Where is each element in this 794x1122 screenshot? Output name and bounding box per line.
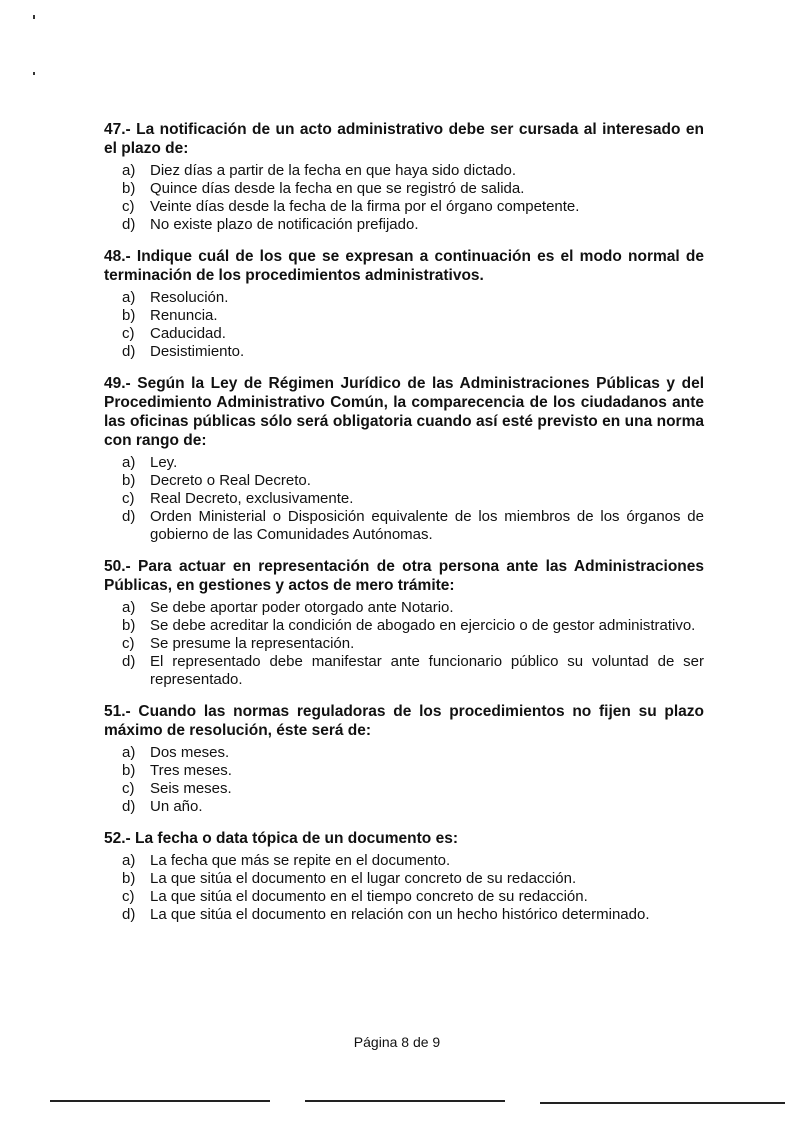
option-letter: b) [122, 870, 136, 887]
option-letter: c) [122, 635, 135, 652]
option-c [122, 490, 704, 508]
option-list [104, 744, 704, 816]
option-list [104, 454, 704, 544]
option-text: Un año. [150, 798, 203, 815]
option-text: Renuncia. [150, 307, 218, 324]
option-text: Diez días a partir de la fecha en que haya sido dictado. [150, 162, 517, 179]
scan-speck [33, 15, 35, 19]
question-52 [104, 829, 704, 924]
option-letter: d) [122, 343, 136, 360]
option-letter: d) [122, 508, 136, 525]
option-list [104, 162, 704, 234]
option-text: No existe plazo de notificación prefijado. [150, 216, 419, 233]
option-text: Quince días desde la fecha en que se registró de salida. [150, 180, 525, 197]
option-b [122, 472, 704, 490]
option-c [122, 888, 704, 906]
option-d [122, 216, 704, 234]
option-c [122, 635, 704, 653]
option-letter: c) [122, 490, 135, 507]
option-text: Orden Ministerial o Disposición equivalente de los miembros de los órganos de gobierno de las Comunidades Autónomas. [150, 508, 704, 543]
option-letter: a) [122, 162, 136, 179]
option-letter: b) [122, 762, 136, 779]
question-51 [104, 702, 704, 816]
option-letter: d) [122, 798, 136, 815]
option-a [122, 454, 704, 472]
option-a [122, 852, 704, 870]
option-text: La fecha que más se repite en el documento. [150, 852, 451, 869]
option-letter: b) [122, 472, 136, 489]
option-a [122, 162, 704, 180]
option-text: La que sitúa el documento en relación con un hecho histórico determinado. [150, 906, 650, 923]
option-a [122, 599, 704, 617]
option-d [122, 343, 704, 361]
question-47 [104, 120, 704, 234]
question-title: 49.- Según la Ley de Régimen Jurídico de las Administraciones Públicas y del Procedimiento Administrativo Común, la comparecencia de los ciudadanos ante las oficinas públicas sólo será obligatoria cuando así esté previsto en una norma con rango de: [104, 375, 704, 449]
option-d [122, 653, 704, 689]
option-text: Ley. [150, 454, 178, 471]
option-d [122, 798, 704, 816]
option-text: Se presume la representación. [150, 635, 355, 652]
option-text: Caducidad. [150, 325, 226, 342]
question-title: 50.- Para actuar en representación de otra persona ante las Administraciones Públicas, en gestiones y actos de mero trámite: [104, 558, 704, 594]
option-letter: a) [122, 454, 136, 471]
option-letter: d) [122, 906, 136, 923]
option-letter: b) [122, 307, 136, 324]
option-letter: c) [122, 198, 135, 215]
option-b [122, 617, 704, 635]
scan-rule [540, 1102, 785, 1104]
option-list [104, 289, 704, 361]
option-a [122, 744, 704, 762]
page-number: Página 8 de 9 [353, 1034, 441, 1050]
option-text: Tres meses. [150, 762, 232, 779]
question-title: 48.- Indique cuál de los que se expresan a continuación es el modo normal de terminación de los procedimientos administrativos. [104, 248, 704, 284]
option-a [122, 289, 704, 307]
option-b [122, 762, 704, 780]
option-d [122, 906, 704, 924]
option-list [104, 599, 704, 689]
option-letter: d) [122, 216, 136, 233]
scan-rule [305, 1100, 505, 1102]
option-letter: d) [122, 653, 136, 670]
option-text: El representado debe manifestar ante funcionario público su voluntad de ser representado. [150, 653, 704, 688]
option-letter: a) [122, 289, 136, 306]
option-b [122, 180, 704, 198]
option-text: Dos meses. [150, 744, 230, 761]
question-50 [104, 557, 704, 689]
question-title: 52.- La fecha o data tópica de un documento es: [104, 830, 458, 847]
option-b [122, 307, 704, 325]
option-c [122, 780, 704, 798]
option-text: Resolución. [150, 289, 229, 306]
option-c [122, 325, 704, 343]
question-list [104, 120, 704, 937]
option-list [104, 852, 704, 924]
option-text: Real Decreto, exclusivamente. [150, 490, 354, 507]
option-text: Decreto o Real Decreto. [150, 472, 311, 489]
scan-rule [50, 1100, 270, 1102]
option-letter: a) [122, 744, 136, 761]
option-d [122, 508, 704, 544]
option-letter: a) [122, 852, 136, 869]
question-title: 51.- Cuando las normas reguladoras de los procedimientos no fijen su plazo máximo de resolución, éste será de: [104, 703, 704, 739]
option-text: La que sitúa el documento en el lugar concreto de su redacción. [150, 870, 577, 887]
question-48 [104, 247, 704, 361]
question-49 [104, 374, 704, 544]
option-text: Se debe aportar poder otorgado ante Notario. [150, 599, 454, 616]
option-b [122, 870, 704, 888]
option-letter: a) [122, 599, 136, 616]
option-text: Veinte días desde la fecha de la firma por el órgano competente. [150, 198, 580, 215]
option-c [122, 198, 704, 216]
option-letter: b) [122, 617, 136, 634]
option-letter: c) [122, 325, 135, 342]
option-letter: c) [122, 780, 135, 797]
option-text: Se debe acreditar la condición de abogado en ejercicio o de gestor administrativo. [150, 617, 696, 634]
scan-speck [33, 72, 35, 75]
option-text: La que sitúa el documento en el tiempo concreto de su redacción. [150, 888, 588, 905]
option-text: Desistimiento. [150, 343, 245, 360]
option-letter: c) [122, 888, 135, 905]
question-title: 47.- La notificación de un acto administrativo debe ser cursada al interesado en el plazo de: [104, 121, 704, 157]
option-letter: b) [122, 180, 136, 197]
option-text: Seis meses. [150, 780, 232, 797]
